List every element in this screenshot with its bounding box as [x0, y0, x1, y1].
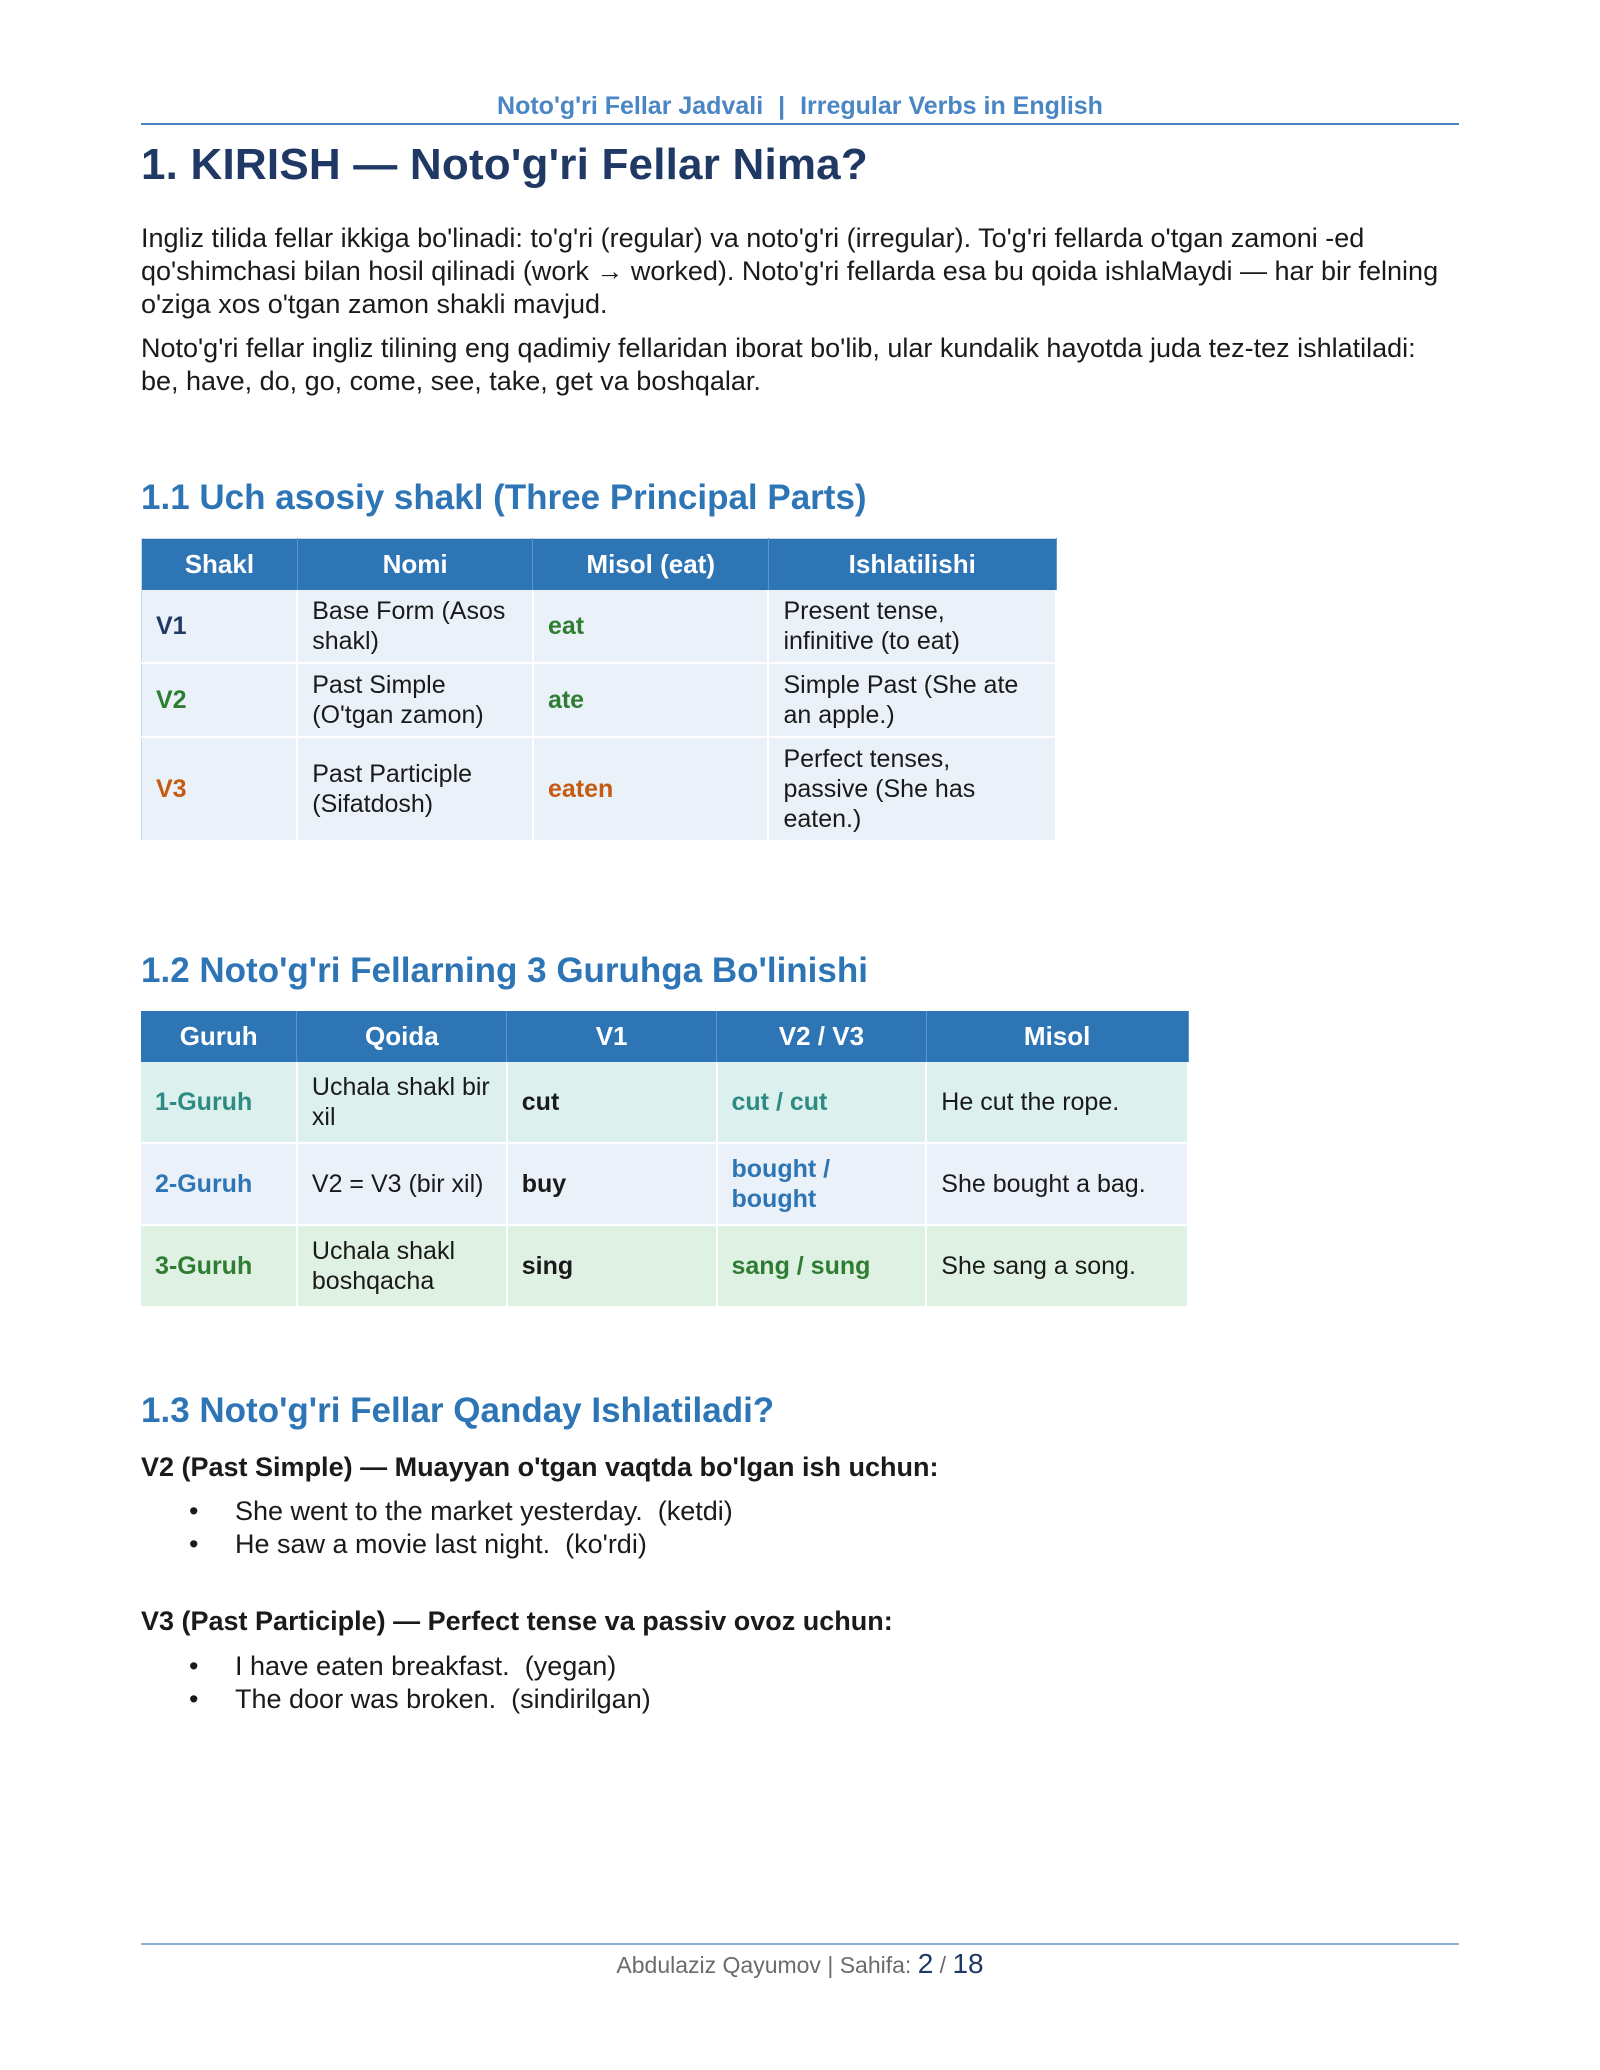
footer-page-slash: /: [939, 1952, 947, 1978]
column-header: Nomi: [297, 539, 533, 591]
table-row: [141, 1225, 1188, 1307]
header-separator: |: [778, 92, 786, 120]
column-header: Misol (eat): [533, 539, 769, 591]
table-row: [141, 1143, 1188, 1225]
column-header: Guruh: [141, 1011, 297, 1062]
example-sentence: I have eaten breakfast.: [235, 1651, 510, 1681]
example-translation: (yegan): [524, 1651, 617, 1681]
column-header: V1: [507, 1011, 717, 1062]
table-row: [141, 1062, 1188, 1143]
v1-cell: buy: [507, 1143, 717, 1225]
form-cell: V2: [142, 663, 298, 737]
verb-groups-table: [141, 1011, 1189, 1308]
table-row: [142, 590, 1057, 663]
example-translation: (ko'rdi): [565, 1529, 647, 1559]
example-sentence: He saw a movie last night.: [235, 1529, 551, 1559]
column-header: V2 / V3: [717, 1011, 927, 1062]
v1-cell: sing: [507, 1225, 717, 1307]
column-header: Misol: [926, 1011, 1188, 1062]
usage-cell: Present tense, infinitive (to eat): [768, 590, 1056, 663]
list-item: [189, 1495, 733, 1528]
table-row: [142, 737, 1057, 841]
group-cell: 3-Guruh: [141, 1225, 297, 1307]
header-left: Noto'g'ri Fellar Jadvali: [497, 92, 764, 120]
list-item: [189, 1650, 651, 1683]
v1-cell: cut: [507, 1062, 717, 1143]
section-heading-usage: 1.3 Noto'g'ri Fellar Qanday Ishlatiladi?: [141, 1391, 775, 1430]
example-cell: eat: [533, 590, 769, 663]
page-title: 1. KIRISH — Noto'g'ri Fellar Nima?: [141, 140, 868, 189]
name-cell: Base Form (Asos shakl): [297, 590, 533, 663]
header-divider: [141, 123, 1459, 125]
running-header: [141, 92, 1459, 121]
name-cell: Past Participle (Sifatdosh): [297, 737, 533, 841]
rule-cell: Uchala shakl boshqacha: [297, 1225, 507, 1307]
example-sentence: She went to the market yesterday.: [235, 1496, 643, 1526]
rule-cell: V2 = V3 (bir xil): [297, 1143, 507, 1225]
example-cell: She bought a bag.: [926, 1143, 1188, 1225]
header-right: Irregular Verbs in English: [800, 92, 1103, 120]
list-item: [189, 1683, 651, 1716]
v2-example-list: [189, 1495, 733, 1561]
page-footer: [141, 1948, 1459, 1980]
v3-usage-heading: V3 (Past Participle) — Perfect tense va passiv ovoz uchun:: [141, 1606, 893, 1636]
form-cell: V1: [142, 590, 298, 663]
example-translation: (sindirilgan): [511, 1684, 651, 1714]
table-header-row: [142, 539, 1057, 591]
table-header-row: [141, 1011, 1188, 1062]
footer-author: Abdulaziz Qayumov: [616, 1952, 821, 1978]
column-header: Ishlatilishi: [768, 539, 1056, 591]
v3-example-list: [189, 1650, 651, 1716]
footer-divider: [141, 1943, 1459, 1945]
v2-v3-cell: bought / bought: [717, 1143, 927, 1225]
column-header: Shakl: [142, 539, 298, 591]
usage-cell: Simple Past (She ate an apple.): [768, 663, 1056, 737]
group-cell: 2-Guruh: [141, 1143, 297, 1225]
table-row: [142, 663, 1057, 737]
v2-v3-cell: cut / cut: [717, 1062, 927, 1143]
v2-v3-cell: sang / sung: [717, 1225, 927, 1307]
footer-page-total: 18: [952, 1948, 984, 1979]
usage-cell: Perfect tenses, passive (She has eaten.): [768, 737, 1056, 841]
list-item: [189, 1528, 733, 1561]
rule-cell: Uchala shakl bir xil: [297, 1062, 507, 1143]
group-cell: 1-Guruh: [141, 1062, 297, 1143]
example-translation: (ketdi): [657, 1496, 733, 1526]
footer-page-current: 2: [917, 1948, 934, 1979]
intro-paragraph-1: Ingliz tilida fellar ikkiga bo'linadi: to'g'ri (regular) va noto'g'ri (irregular). To'g'ri fellarda o'tgan zamoni -ed qo'shimchasi bilan hosil qilinadi (work → worked). Noto'g'ri fellarda esa bu qoida ishlaMaydi — har bir felning o'ziga xos o'tgan zamon shakli mavjud.: [141, 223, 1439, 319]
footer-separator: |: [827, 1952, 834, 1978]
example-cell: He cut the rope.: [926, 1062, 1188, 1143]
example-cell: eaten: [533, 737, 769, 841]
example-sentence: The door was broken.: [235, 1684, 497, 1714]
name-cell: Past Simple (O'tgan zamon): [297, 663, 533, 737]
v2-usage-heading: V2 (Past Simple) — Muayyan o'tgan vaqtda bo'lgan ish uchun:: [141, 1452, 939, 1482]
column-header: Qoida: [297, 1011, 507, 1062]
principal-parts-table: [141, 538, 1057, 842]
example-cell: ate: [533, 663, 769, 737]
section-heading-groups: 1.2 Noto'g'ri Fellarning 3 Guruhga Bo'linishi: [141, 951, 868, 990]
intro-paragraph-2: Noto'g'ri fellar ingliz tilining eng qadimiy fellaridan iborat bo'lib, ular kundalik hayotda juda tez-tez ishlatiladi: be, have, do, go, come, see, take, get va boshqalar.: [141, 333, 1416, 396]
footer-page-label: Sahifa:: [839, 1952, 912, 1978]
example-cell: She sang a song.: [926, 1225, 1188, 1307]
form-cell: V3: [142, 737, 298, 841]
section-heading-principal-parts: 1.1 Uch asosiy shakl (Three Principal Parts): [141, 478, 867, 517]
